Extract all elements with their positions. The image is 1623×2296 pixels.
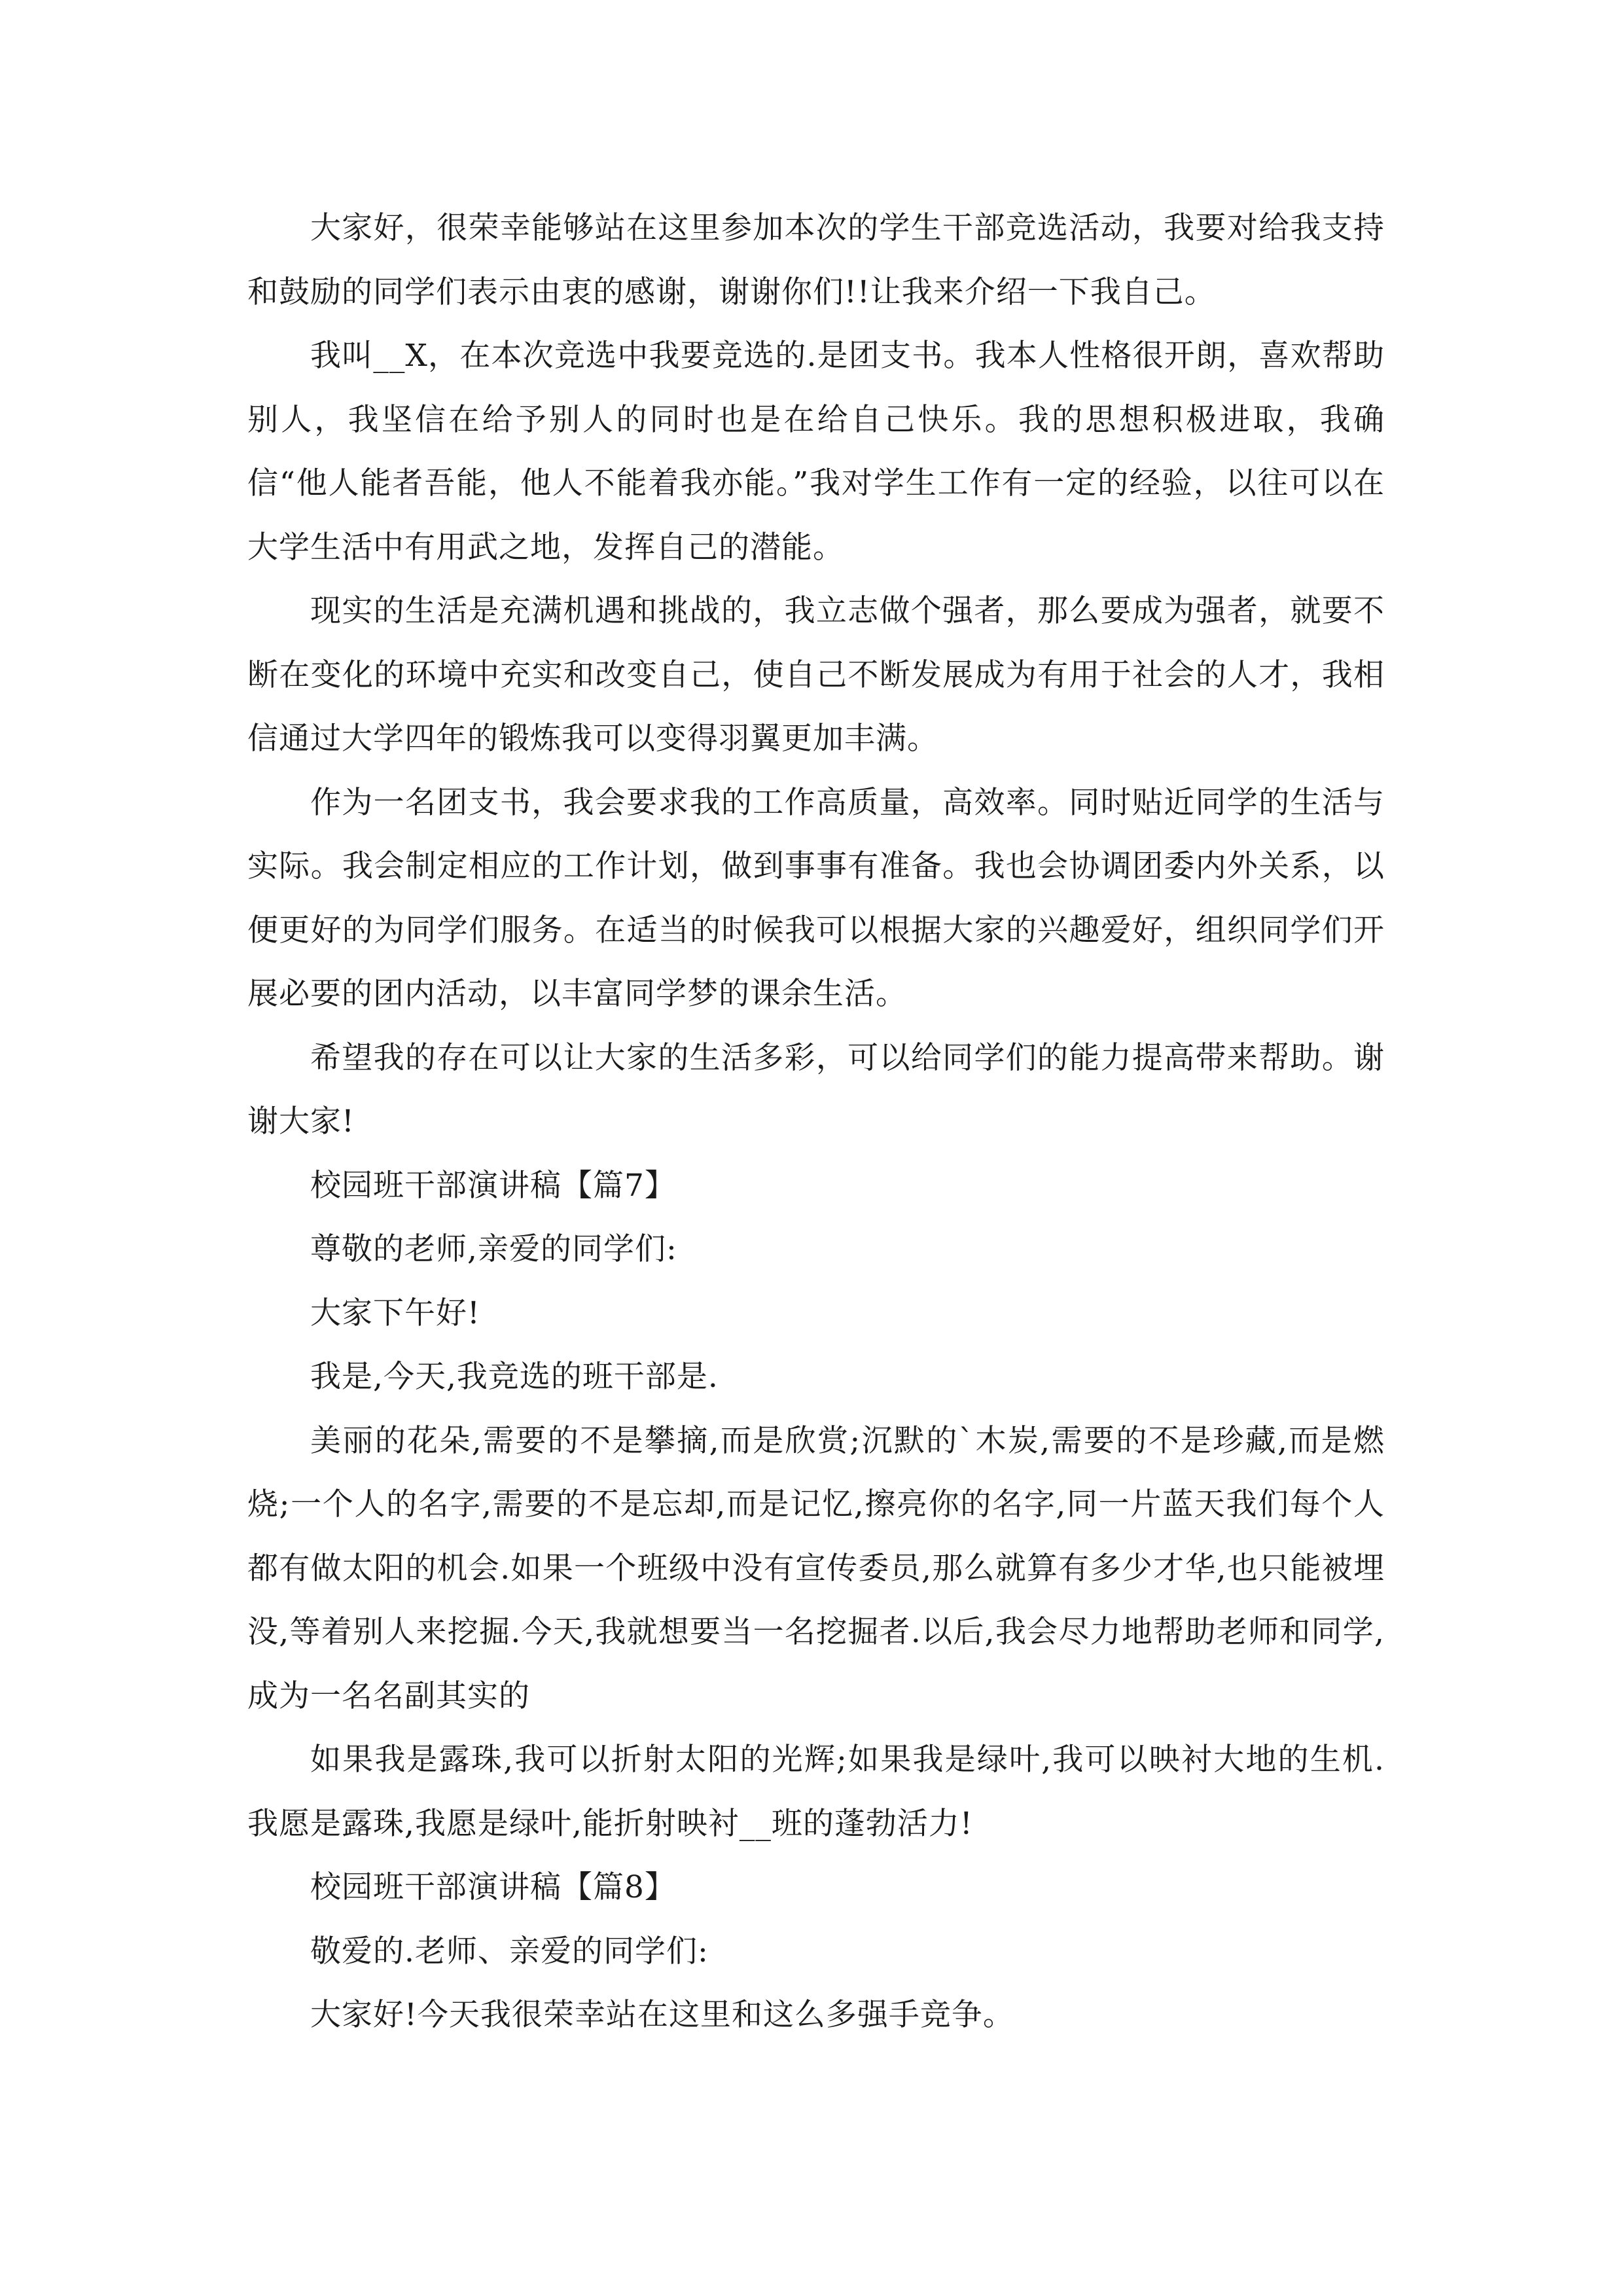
- paragraph-self-intro-greeting: 大家好，很荣幸能够站在这里参加本次的学生干部竞选活动，我要对给我支持和鼓励的同学们表示由衷的感谢，谢谢你们!!让我来介绍一下我自己。: [247, 210, 1385, 310]
- salutation-7: 尊敬的老师,亲爱的同学们:: [310, 1231, 677, 1267]
- paragraph-ambition: 现实的生活是充满机遇和挑战的，我立志做个强者，那么要成为强者，就要不断在变化的环境中充实和改变自己，使自己不断发展成为有用于社会的人才，我相信通过大学四年的锻炼我可以变得羽翼更加丰满。: [247, 593, 1385, 757]
- greeting-8: 大家好!今天我很荣幸站在这里和这么多强手竞争。: [310, 1997, 1014, 2033]
- paragraph-flower-metaphor: 美丽的花朵,需要的不是攀摘,而是欣赏;沉默的`木炭,需要的不是珍藏,而是燃烧;一个人的名字,需要的不是忘却,而是记忆,擦亮你的名字,同一片蓝天我们每个人都有做太阳的机会.如果一个班级中没有宣传委员,那么就算有多少才华,也只能被埋没,等着别人来挖掘.今天,我就想要当一名挖掘者.以后,我会尽力地帮助老师和同学,成为一名名副其实的: [247, 1422, 1385, 1714]
- paragraph-dew-leaf-metaphor: 如果我是露珠,我可以折射太阳的光辉;如果我是绿叶,我可以映衬大地的生机.我愿是露珠,我愿是绿叶,能折射映衬__班的蓬勃活力!: [247, 1742, 1385, 1842]
- paragraph-closing-thanks: 希望我的存在可以让大家的生活多彩，可以给同学们的能力提高带来帮助。谢谢大家!: [247, 1039, 1385, 1139]
- greeting-7: 大家下午好!: [310, 1295, 480, 1331]
- document-page: [247, 196, 1385, 2047]
- section-heading-7: 校园班干部演讲稿【篇7】: [310, 1167, 676, 1204]
- paragraph-work-plan: 作为一名团支书，我会要求我的工作高质量，高效率。同时贴近同学的生活与实际。我会制定相应的工作计划，做到事事有准备。我也会协调团委内外关系，以便更好的为同学们服务。在适当的时候我可以根据大家的兴趣爱好，组织同学们开展必要的团内活动，以丰富同学梦的课余生活。: [247, 784, 1385, 1012]
- paragraph-self-intro-candidate: 我叫__X，在本次竞选中我要竞选的.是团支书。我本人性格很开朗，喜欢帮助别人，我坚信在给予别人的同时也是在给自己快乐。我的思想积极进取，我确信“他人能者吾能，他人不能着我亦能。”我对学生工作有一定的经验，以往可以在大学生活中有用武之地，发挥自己的潜能。: [247, 338, 1385, 565]
- section-heading-8: 校园班干部演讲稿【篇8】: [310, 1869, 676, 1905]
- salutation-8: 敬爱的.老师、亲爱的同学们:: [310, 1933, 709, 1969]
- intro-7: 我是,今天,我竞选的班干部是.: [310, 1359, 719, 1395]
